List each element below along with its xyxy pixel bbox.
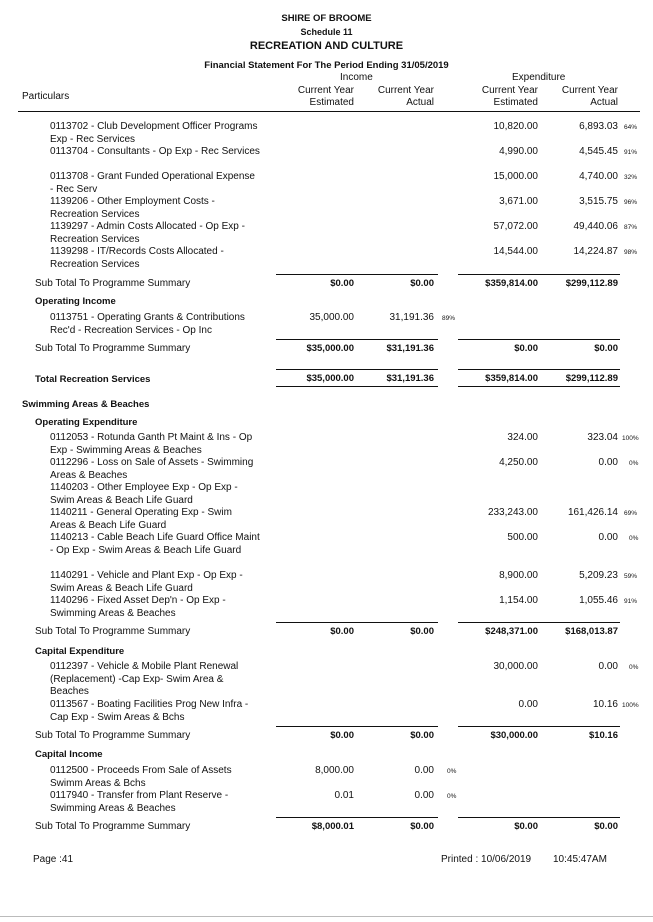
line-item-label: 1140203 - Other Employee Exp - Op Exp - Swim Areas & Beach Life Guard bbox=[50, 482, 238, 506]
line-item-label: 0112397 - Vehicle & Mobile Plant Renewal (Replacement) -Cap Exp- Swim Area & Beaches bbox=[50, 661, 239, 697]
subtotal-label: Sub Total To Programme Summary bbox=[35, 821, 191, 832]
subtotal-label: Sub Total To Programme Summary bbox=[35, 343, 191, 354]
income-estimated-value: 35,000.00 bbox=[309, 312, 354, 323]
income-heading: Income bbox=[340, 72, 373, 83]
line-item-label: 1140291 - Vehicle and Plant Exp - Op Exp - Swim Areas & Beach Life Guard bbox=[50, 570, 243, 594]
subtotal-expenditure-actual: $0.00 bbox=[594, 821, 618, 832]
subtotal-income-actual: $0.00 bbox=[410, 626, 434, 637]
expenditure-actual-value: 1,055.46 bbox=[579, 595, 618, 606]
subtotal-rule bbox=[458, 726, 620, 727]
expenditure-estimated-heading: Current Year Estimated bbox=[481, 85, 538, 108]
expenditure-actual-value: 10.16 bbox=[592, 699, 618, 710]
subtotal-rule bbox=[458, 339, 620, 340]
line-item-label: 0113708 - Grant Funded Operational Expense - Rec Serv bbox=[50, 171, 255, 195]
subtotal-income-estimated: $0.00 bbox=[330, 278, 354, 289]
subtotal-label: Sub Total To Programme Summary bbox=[35, 278, 191, 289]
subtotal-expenditure-estimated: $0.00 bbox=[514, 343, 538, 354]
expenditure-estimated-value: 1,154.00 bbox=[499, 595, 538, 606]
expenditure-estimated-value: 30,000.00 bbox=[493, 661, 538, 672]
line-item-label: 1139298 - IT/Records Costs Allocated -Recreation Services bbox=[50, 246, 224, 270]
expenditure-percent: 96% bbox=[624, 199, 638, 206]
expenditure-actual-value: 49,440.06 bbox=[573, 221, 618, 232]
subtotal-label: Sub Total To Programme Summary bbox=[35, 730, 191, 741]
printed-date: Printed : 10/06/2019 bbox=[441, 854, 532, 865]
subtotal-expenditure-estimated: $0.00 bbox=[514, 821, 538, 832]
subtotal-expenditure-actual: $0.00 bbox=[594, 343, 618, 354]
subtotal-rule bbox=[276, 339, 438, 340]
line-item-label: 1139297 - Admin Costs Allocated - Op Exp - Recreation Services bbox=[50, 221, 245, 245]
expenditure-percent: 0% bbox=[629, 664, 639, 671]
income-estimated-value: 0.01 bbox=[334, 790, 354, 801]
expenditure-actual-value: 0.00 bbox=[598, 457, 618, 468]
subtotal-income-estimated: $0.00 bbox=[330, 626, 354, 637]
expenditure-actual-value: 0.00 bbox=[598, 532, 618, 543]
total-rule bbox=[276, 386, 438, 387]
expenditure-percent: 91% bbox=[624, 598, 638, 605]
subtotal-rule bbox=[276, 726, 438, 727]
expenditure-actual-value: 3,515.75 bbox=[579, 196, 618, 207]
subtotal-expenditure-estimated: $248,371.00 bbox=[485, 626, 538, 637]
section-heading-swimming: Swimming Areas & Beaches bbox=[22, 399, 150, 410]
line-item-label: 0113702 - Club Development Officer Programs Exp - Rec Services bbox=[50, 121, 258, 145]
income-percent: 0% bbox=[447, 793, 457, 800]
subtotal-income-actual: $31,191.36 bbox=[386, 343, 434, 354]
subtotal-income-estimated: $35,000.00 bbox=[306, 343, 354, 354]
expenditure-estimated-value: 57,072.00 bbox=[493, 221, 538, 232]
total-label: Total Recreation Services bbox=[35, 374, 151, 385]
expenditure-percent: 100% bbox=[622, 435, 639, 442]
expenditure-estimated-value: 0.00 bbox=[518, 699, 538, 710]
expenditure-estimated-value: 15,000.00 bbox=[493, 171, 538, 182]
expenditure-percent: 98% bbox=[624, 249, 638, 256]
expenditure-actual-heading: Current Year Actual bbox=[561, 85, 618, 108]
total-rule bbox=[276, 369, 438, 370]
page-title: RECREATION AND CULTURE bbox=[249, 40, 404, 52]
line-item-label: 0113751 - Operating Grants & Contributions Rec'd - Recreation Services - Op Inc bbox=[50, 312, 245, 336]
subtotal-expenditure-actual: $10.16 bbox=[588, 730, 618, 741]
expenditure-actual-value: 5,209.23 bbox=[579, 570, 618, 581]
total-rule bbox=[458, 386, 620, 387]
expenditure-percent: 87% bbox=[624, 224, 638, 231]
subtotal-rule bbox=[458, 274, 620, 275]
expenditure-actual-value: 4,545.45 bbox=[579, 146, 618, 157]
subtotal-expenditure-actual: $299,112.89 bbox=[565, 278, 618, 289]
expenditure-actual-value: 323.04 bbox=[587, 432, 618, 443]
income-estimated-value: 8,000.00 bbox=[315, 765, 354, 776]
line-item-label: 0113704 - Consultants - Op Exp - Rec Services bbox=[50, 146, 260, 157]
expenditure-actual-value: 161,426.14 bbox=[567, 507, 618, 518]
expenditure-estimated-value: 14,544.00 bbox=[493, 246, 538, 257]
line-item-label: 1139206 - Other Employment Costs - Recreation Services bbox=[50, 196, 215, 220]
subtotal-expenditure-estimated: $359,814.00 bbox=[485, 278, 538, 289]
subtotal-income-estimated: $0.00 bbox=[330, 730, 354, 741]
subtotal-expenditure-actual: $168,013.87 bbox=[565, 626, 618, 637]
expenditure-estimated-value: 10,820.00 bbox=[493, 121, 538, 132]
line-item-label: 0117940 - Transfer from Plant Reserve - Swimming Areas & Beaches bbox=[50, 790, 229, 814]
header-rule bbox=[18, 111, 640, 112]
income-percent: 89% bbox=[442, 315, 456, 322]
line-item-label: 0112053 - Rotunda Ganth Pt Maint & Ins - Op Exp - Swimming Areas & Beaches bbox=[50, 432, 253, 456]
page-edge bbox=[0, 916, 653, 917]
expenditure-percent: 0% bbox=[629, 535, 639, 542]
income-percent: 0% bbox=[447, 768, 457, 775]
expenditure-percent: 91% bbox=[624, 149, 638, 156]
expenditure-estimated-value: 4,250.00 bbox=[499, 457, 538, 468]
subtotal-income-actual: $0.00 bbox=[410, 730, 434, 741]
section-heading-operating-income: Operating Income bbox=[35, 296, 116, 307]
subtotal-income-actual: $0.00 bbox=[410, 278, 434, 289]
section-heading-operating-expenditure: Operating Expenditure bbox=[35, 417, 138, 428]
expenditure-actual-value: 14,224.87 bbox=[573, 246, 618, 257]
line-item-label: 1140296 - Fixed Asset Dep'n - Op Exp - Swimming Areas & Beaches bbox=[50, 595, 226, 619]
subtotal-rule bbox=[276, 274, 438, 275]
expenditure-heading: Expenditure bbox=[512, 72, 566, 83]
total-expenditure-actual: $299,112.89 bbox=[565, 373, 618, 384]
particulars-heading: Particulars bbox=[22, 91, 70, 102]
total-income-estimated: $35,000.00 bbox=[306, 373, 354, 384]
income-actual-heading: Current Year Actual bbox=[377, 85, 434, 108]
income-actual-value: 0.00 bbox=[414, 765, 434, 776]
subtotal-label: Sub Total To Programme Summary bbox=[35, 626, 191, 637]
income-actual-value: 0.00 bbox=[414, 790, 434, 801]
expenditure-percent: 0% bbox=[629, 460, 639, 467]
subtotal-expenditure-estimated: $30,000.00 bbox=[490, 730, 538, 741]
section-heading-capital-income: Capital Income bbox=[35, 749, 103, 760]
expenditure-percent: 59% bbox=[624, 573, 638, 580]
expenditure-estimated-value: 8,900.00 bbox=[499, 570, 538, 581]
expenditure-actual-value: 4,740.00 bbox=[579, 171, 618, 182]
section-heading-capital-expenditure: Capital Expenditure bbox=[35, 646, 125, 657]
expenditure-percent: 69% bbox=[624, 510, 638, 517]
printed-time: 10:45:47AM bbox=[553, 854, 607, 865]
page-number: Page :41 bbox=[33, 854, 74, 865]
subtotal-rule bbox=[458, 622, 620, 623]
expenditure-percent: 64% bbox=[624, 124, 638, 131]
subtotal-income-estimated: $8,000.01 bbox=[311, 821, 354, 832]
org-name: SHIRE OF BROOME bbox=[281, 13, 372, 24]
line-item-label: 1140213 - Cable Beach Life Guard Office Maint - Op Exp - Swim Areas & Beach Life Guard bbox=[50, 532, 260, 556]
income-estimated-heading: Current Year Estimated bbox=[297, 85, 354, 108]
expenditure-percent: 100% bbox=[622, 702, 639, 709]
statement-subtitle: Financial Statement For The Period Ending 31/05/2019 bbox=[204, 60, 449, 71]
total-rule bbox=[458, 369, 620, 370]
line-item-label: 0112296 - Loss on Sale of Assets - Swimming Areas & Beaches bbox=[50, 457, 254, 481]
schedule-label: Schedule 11 bbox=[300, 27, 353, 37]
total-expenditure-estimated: $359,814.00 bbox=[485, 373, 538, 384]
subtotal-income-actual: $0.00 bbox=[410, 821, 434, 832]
subtotal-rule bbox=[458, 817, 620, 818]
expenditure-estimated-value: 500.00 bbox=[507, 532, 538, 543]
expenditure-estimated-value: 4,990.00 bbox=[499, 146, 538, 157]
line-item-label: 0113567 - Boating Facilities Prog New Infra - Cap Exp - Swim Areas & Bchs bbox=[50, 699, 249, 723]
expenditure-percent: 32% bbox=[624, 174, 638, 181]
subtotal-rule bbox=[276, 622, 438, 623]
expenditure-actual-value: 0.00 bbox=[598, 661, 618, 672]
expenditure-estimated-value: 233,243.00 bbox=[487, 507, 538, 518]
expenditure-estimated-value: 3,671.00 bbox=[499, 196, 538, 207]
line-item-label: 1140211 - General Operating Exp - Swim Areas & Beach Life Guard bbox=[50, 507, 232, 531]
income-actual-value: 31,191.36 bbox=[389, 312, 434, 323]
subtotal-rule bbox=[276, 817, 438, 818]
total-income-actual: $31,191.36 bbox=[386, 373, 434, 384]
expenditure-actual-value: 6,893.03 bbox=[579, 121, 618, 132]
expenditure-estimated-value: 324.00 bbox=[507, 432, 538, 443]
line-item-label: 0112500 - Proceeds From Sale of Assets Swimm Areas & Bchs bbox=[50, 765, 232, 789]
